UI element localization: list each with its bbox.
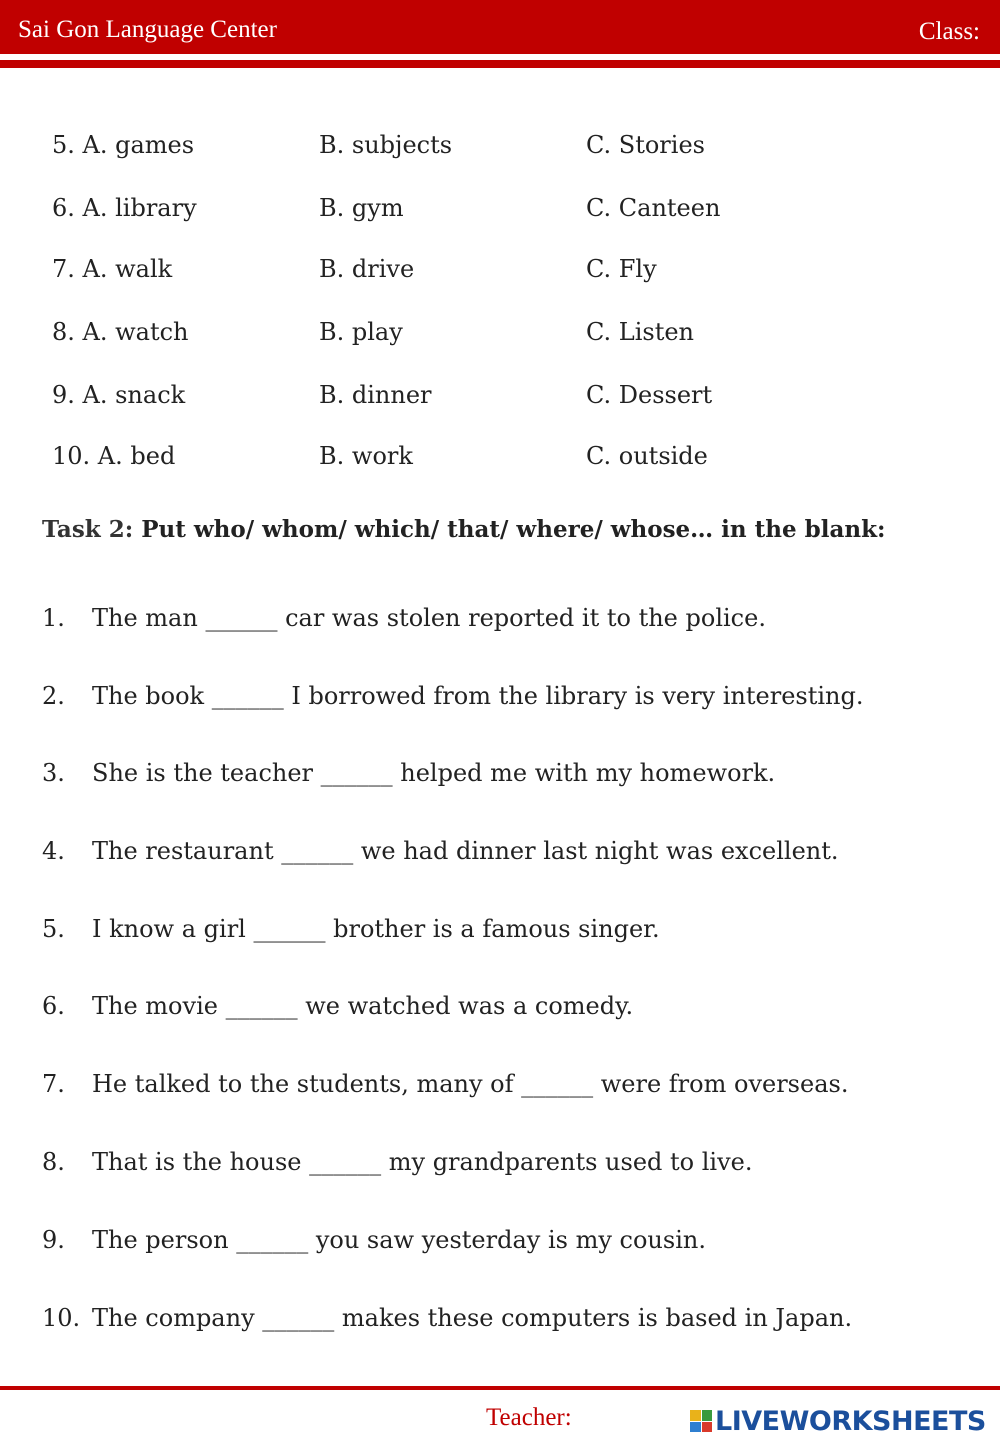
sentence-text: She is the teacher ______ helped me with my homework. [92,759,776,787]
brand-name: LIVEWORKSHEETS [715,1405,986,1437]
task2-heading [42,516,886,543]
choice-c: C. Dessert [586,381,713,409]
sentence-text: The person ______ you saw yesterday is my cousin. [92,1226,706,1254]
sentence-item [0,604,1000,644]
liveworksheets-logo[interactable] [690,1406,986,1436]
sentence-item [0,837,1000,877]
choice-c: C. Canteen [586,194,721,222]
sentence-item [0,915,1000,955]
choice-b: B. work [319,442,413,470]
choice-c: C. outside [586,442,708,470]
choice-a: 6. A. library [52,194,197,222]
sentence-item [0,1304,1000,1344]
sentence-number: 2. [42,682,65,710]
sentence-number: 9. [42,1226,65,1254]
choice-row [0,255,1000,295]
choice-c: C. Listen [586,318,694,346]
sentence-text: The company ______ makes these computers is based in Japan. [92,1304,853,1332]
sentence-item [0,1226,1000,1266]
sentence-item [0,759,1000,799]
footer-divider [0,1386,1000,1390]
choice-b: B. gym [319,194,404,222]
choice-b: B. subjects [319,131,453,159]
sentence-text: The man ______ car was stolen reported it to the police. [92,604,766,632]
sentence-number: 3. [42,759,65,787]
sentence-item [0,1148,1000,1188]
sentence-number: 7. [42,1070,65,1098]
choice-a: 5. A. games [52,131,195,159]
choice-a: 10. A. bed [52,442,176,470]
sentence-number: 1. [42,604,65,632]
choice-row [0,194,1000,234]
choice-b: B. drive [319,255,415,283]
sentence-text: The book ______ I borrowed from the library is very interesting. [92,682,864,710]
choice-a: 9. A. snack [52,381,186,409]
sentence-text: That is the house ______ my grandparents used to live. [92,1148,753,1176]
choice-row [0,442,1000,482]
sentence-number: 5. [42,915,65,943]
sentence-number: 4. [42,837,65,865]
sentence-number: 10. [42,1304,81,1332]
choice-b: B. play [319,318,403,346]
task2-label: Task 2: [42,516,134,543]
teacher-label: Teacher: [486,1404,572,1431]
sentence-text: He talked to the students, many of ______ were from overseas. [92,1070,849,1098]
choice-row [0,381,1000,421]
choice-a: 8. A. watch [52,318,189,346]
class-label: Class: [918,18,980,45]
choice-row [0,131,1000,171]
sentence-text: I know a girl ______ brother is a famous singer. [92,915,660,943]
sentence-number: 8. [42,1148,65,1176]
sentence-item [0,1070,1000,1110]
sentence-text: The restaurant ______ we had dinner last night was excellent. [92,837,839,865]
choice-c: C. Stories [586,131,705,159]
center-name: Sai Gon Language Center [18,16,277,43]
choice-row [0,318,1000,358]
choice-a: 7. A. walk [52,255,173,283]
header-divider [0,58,1000,68]
sentence-item [0,992,1000,1032]
page-header [0,0,1000,54]
sentence-item [0,682,1000,722]
choice-b: B. dinner [319,381,432,409]
sentence-number: 6. [42,992,65,1020]
task2-instruction: Put who/ whom/ which/ that/ where/ whose… in the blank: [141,516,886,543]
liveworksheets-logo-icon [690,1410,712,1432]
choice-c: C. Fly [586,255,657,283]
sentence-text: The movie ______ we watched was a comedy. [92,992,634,1020]
